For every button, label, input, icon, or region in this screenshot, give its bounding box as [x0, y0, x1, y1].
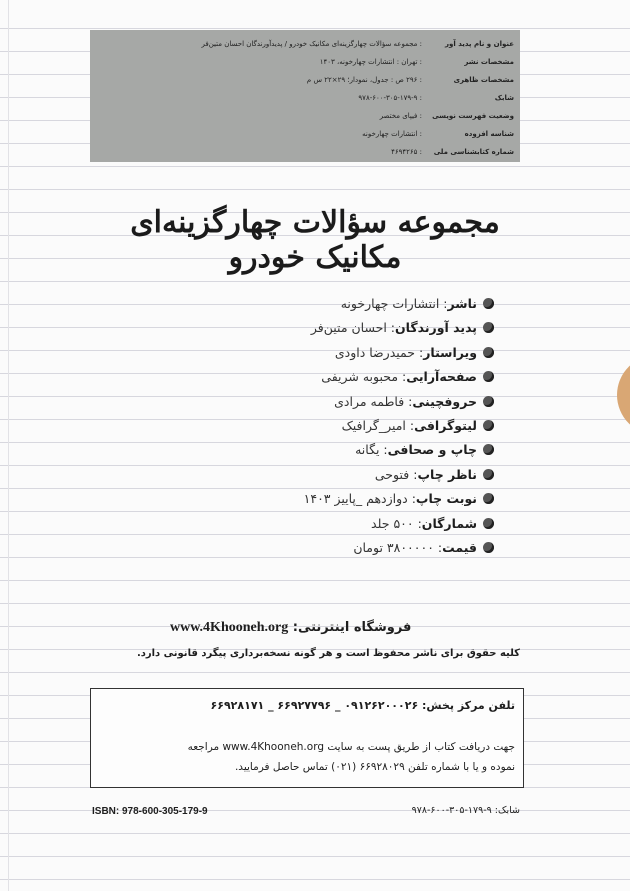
cip-row: شابک: ۹۷۸-۶۰۰-۳۰۵-۱۷۹-۹: [358, 94, 514, 102]
bullet-icon: [483, 542, 494, 553]
isbn-persian: شابک: ۹-۱۷۹-۳۰۵-۶۰۰-۹۷۸: [411, 805, 520, 816]
cip-row: عنوان و نام پدید آور: مجموعه سؤالات چهارگزینه‌ای مکانیک خودرو / پدیدآورندگان احسان متین‌فر: [201, 40, 514, 48]
credit-item: شمارگان: ۵۰۰ جلد: [114, 512, 494, 536]
mail-order-text-continued: نموده و یا با شماره تلفن ۶۶۹۲۸۰۲۹ (۰۲۱) تماس حاصل فرمایید.: [234, 761, 515, 773]
bullet-icon: [483, 322, 494, 333]
notebook-margin-line: [8, 0, 9, 891]
credit-item: ناظر چاپ: فتوحی: [114, 463, 494, 487]
bullet-icon: [483, 396, 494, 407]
credit-item: نوبت چاپ: دوازدهم _پاییز ۱۴۰۳: [114, 487, 494, 511]
credit-item: لیتوگرافی: امیر_گرافیک: [114, 414, 494, 438]
distribution-phone: تلفن مرکز پخش: ۰۹۱۲۶۲۰۰۰۲۶ _ ۶۶۹۲۷۷۹۶ _ ۶۶۹۲۸۱۷۱: [210, 699, 515, 712]
credit-item: حروفچینی: فاطمه مرادی: [114, 390, 494, 414]
cataloging-in-publication-box: [90, 30, 520, 162]
credits-list: [114, 292, 494, 560]
online-shop-url[interactable]: www.4Khooneh.org: [170, 620, 289, 635]
bullet-icon: [483, 420, 494, 431]
distribution-info-box: [90, 688, 524, 788]
bullet-icon: [483, 518, 494, 529]
cip-row: وضعیت فهرست نویسی: فیپای مختصر: [379, 112, 514, 120]
cip-row: مشخصات ظاهری: ۲۹۶ ص : جدول، نمودار؛ ۲۹×۲۲ س م: [306, 76, 514, 84]
credit-item: ویراستار: حمیدرضا داودی: [114, 341, 494, 365]
credit-item: صفحه‌آرایی: محبوبه شریفی: [114, 365, 494, 389]
isbn-english: ISBN: 978-600-305-179-9: [92, 806, 208, 817]
bullet-icon: [483, 371, 494, 382]
mail-order-text: جهت دریافت کتاب از طریق پست به سایت www.4Khooneh.org مراجعه: [187, 741, 515, 753]
credit-item: پدید آورندگان: احسان متین‌فر: [114, 316, 494, 340]
copyright-notice: کلیه حقوق برای ناشر محفوظ است و هر گونه نسخه‌برداری پیگرد قانونی دارد.: [136, 648, 520, 659]
bullet-icon: [483, 493, 494, 504]
book-title: مجموعه سؤالات چهارگزینه‌ای مکانیک خودرو: [130, 205, 500, 275]
online-shop-label: فروشگاه اینترنتی:: [292, 620, 412, 635]
credit-item: قیمت: ۳۸۰۰۰۰۰ تومان: [114, 536, 494, 560]
online-shop: [170, 620, 411, 636]
page-edge-tab: [617, 355, 630, 435]
cip-row: مشخصات نشر: تهران : انتشارات چهارخونه، ۱۴۰۳: [319, 58, 514, 66]
credit-item: ناشر: انتشارات چهارخونه: [114, 292, 494, 316]
bullet-icon: [483, 298, 494, 309]
cip-row: شماره کتابشناسی ملی: ۴۶۹۴۲۶۵: [391, 148, 514, 156]
bullet-icon: [483, 444, 494, 455]
cip-row: شناسه افزوده: انتشارات چهارخونه: [362, 130, 514, 138]
bullet-icon: [483, 469, 494, 480]
credit-item: چاپ و صحافی: یگانه: [114, 438, 494, 462]
bullet-icon: [483, 347, 494, 358]
